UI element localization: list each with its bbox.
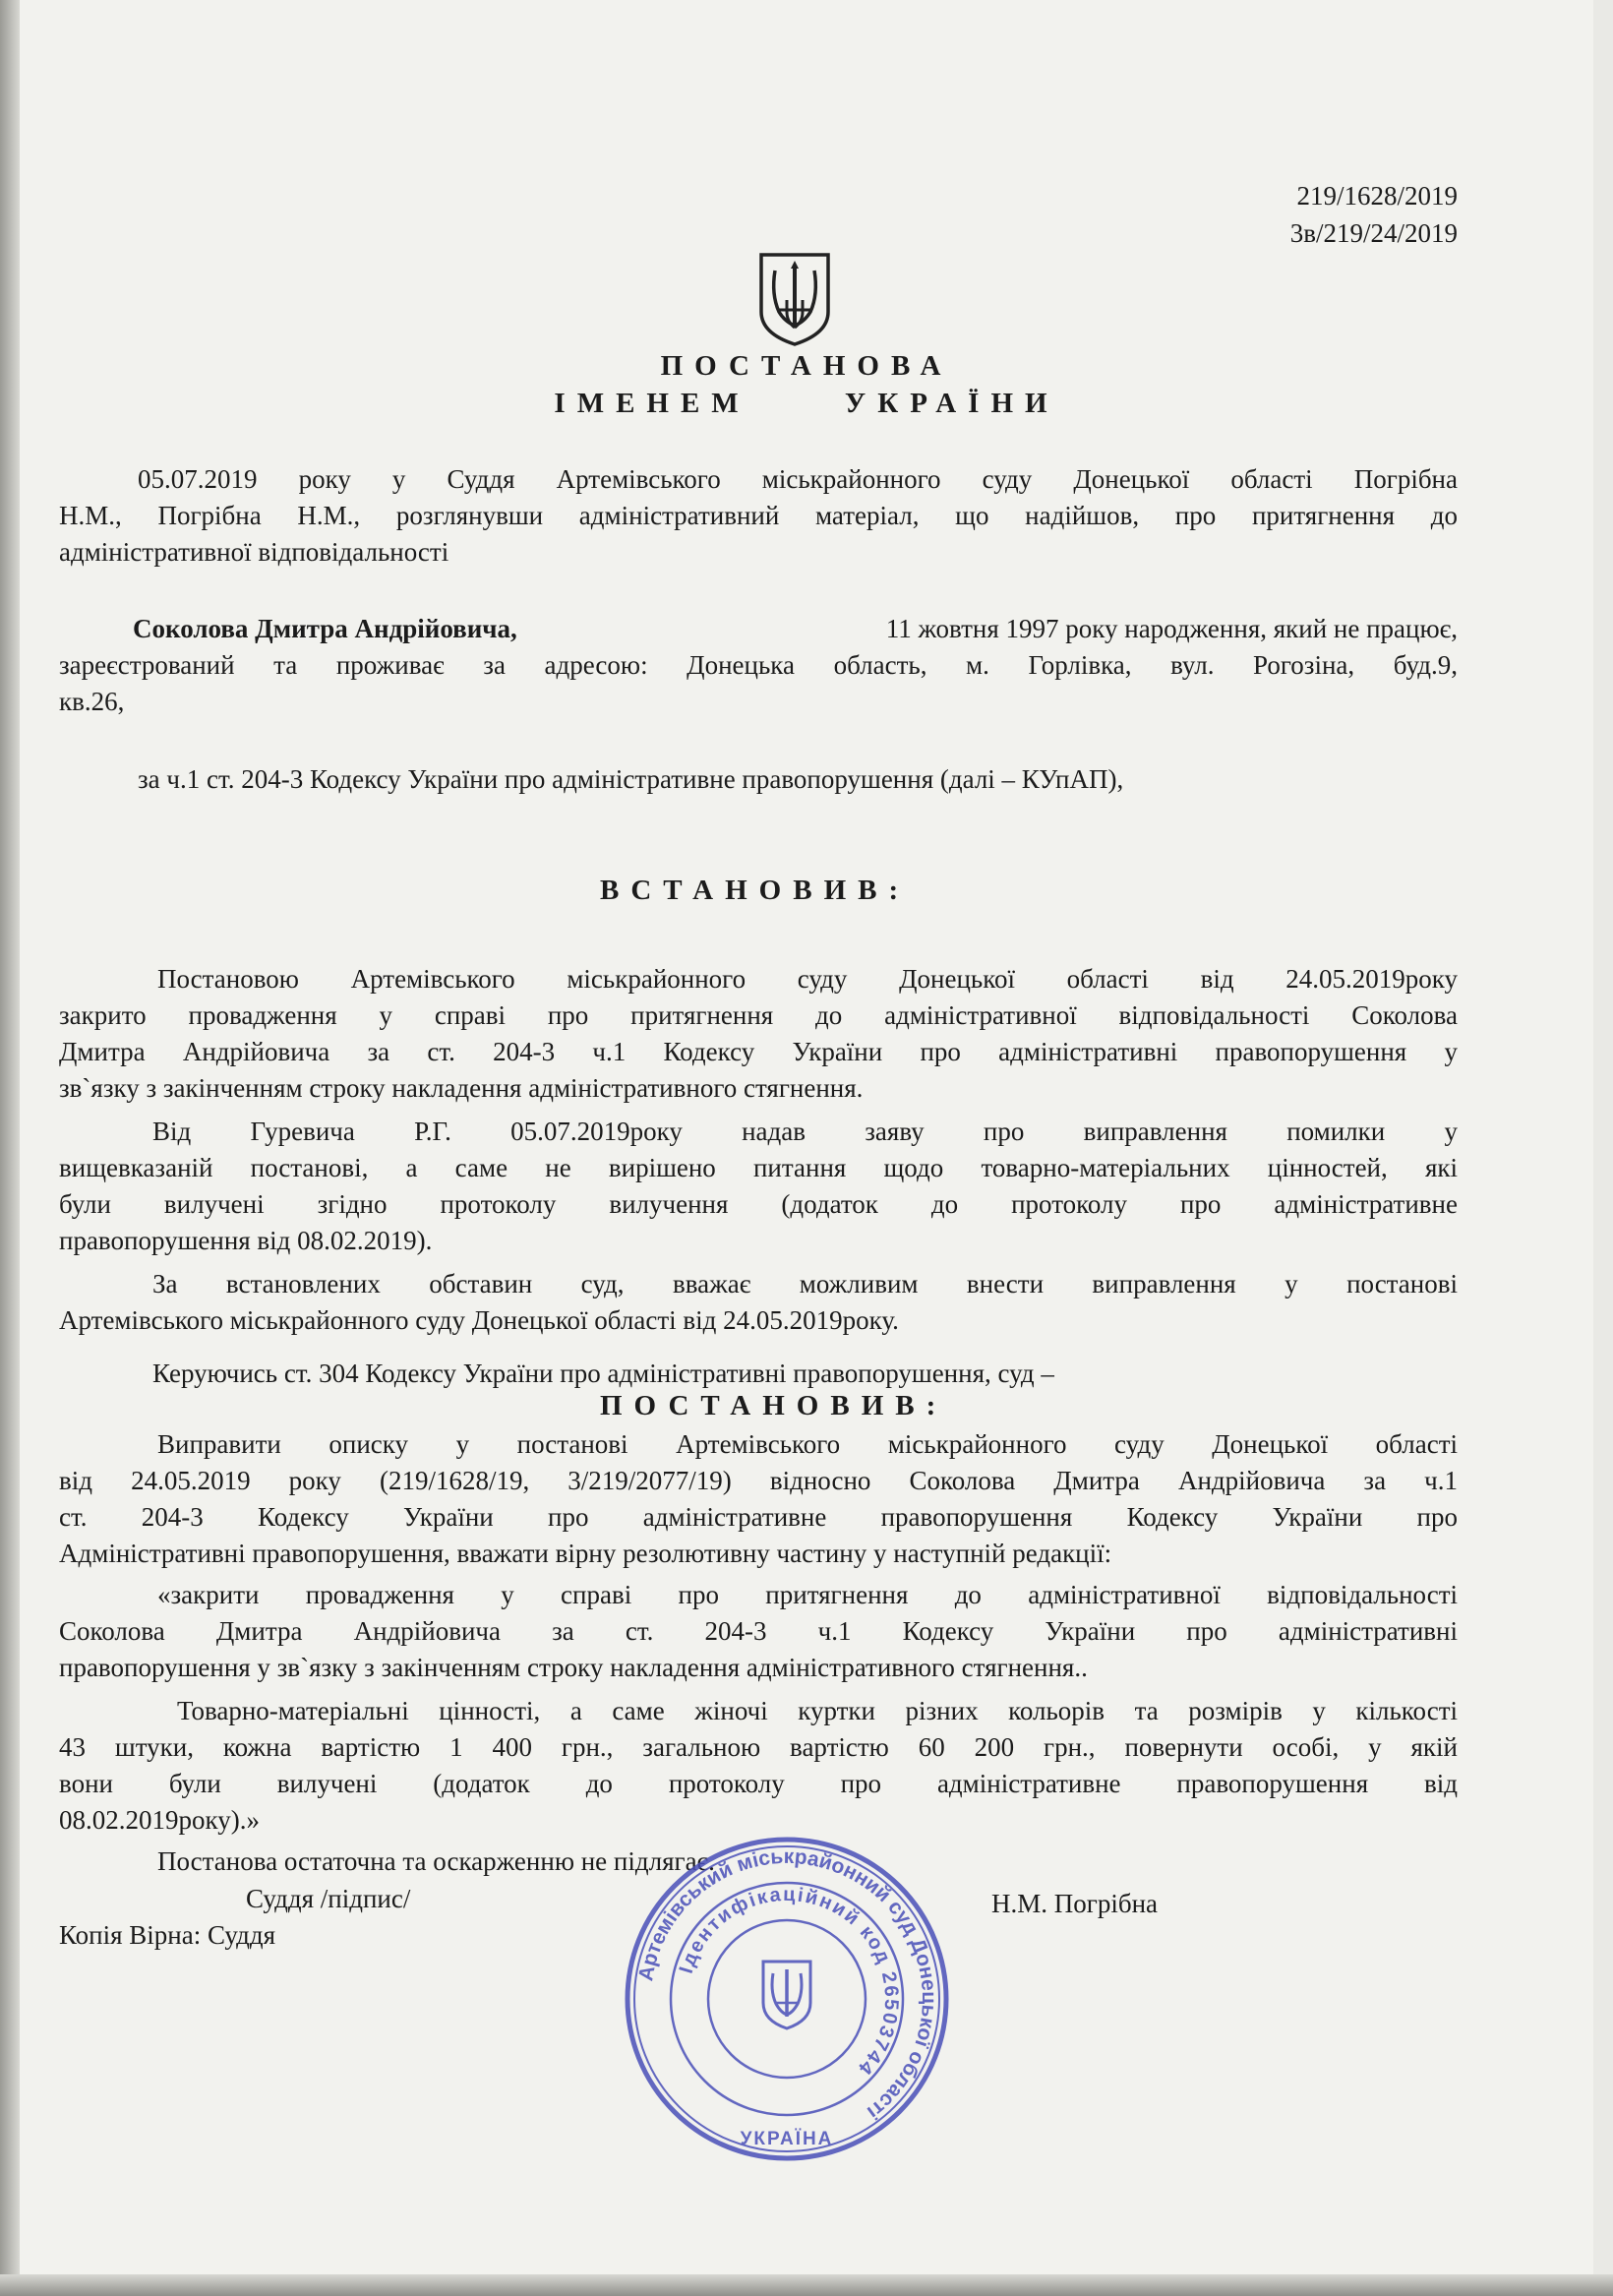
- article-line: за ч.1 ст. 204-3 Кодексу України про адміністративне правопорушення (далі – КУпАП),: [138, 764, 1124, 794]
- section-established: ВСТАНОВИВ:: [600, 875, 911, 906]
- resolved-line: Виправити описку у постанові Артемівського міськрайонного суду Донецької області: [157, 1429, 1458, 1459]
- established-line: Від Гуревича Р.Г. 05.07.2019року надав заяву про виправлення помилки у: [152, 1117, 1458, 1146]
- document-page: [20, 0, 1593, 2274]
- judge-label: Суддя /підпис/: [246, 1884, 411, 1913]
- established-line: правопорушення від 08.02.2019).: [59, 1226, 433, 1255]
- seal-trident-icon: [763, 1962, 810, 2028]
- copy-label: Копія Вірна: Суддя: [59, 1920, 276, 1950]
- resolved-line: «закрити провадження у справі про притягнення до адміністративної відповідальності: [157, 1580, 1458, 1609]
- document-subtitle: ІМЕНЕМ УКРАЇНИ: [554, 388, 1059, 419]
- case-number-1: 219/1628/2019: [1296, 181, 1458, 211]
- seal-inner-text: Ідентифікаційний код 26503744: [675, 1883, 903, 2081]
- resolved-line: 08.02.2019року).»: [59, 1805, 260, 1835]
- resolved-line: ст. 204-3 Кодексу України про адміністративне правопорушення Кодексу України про: [59, 1502, 1458, 1532]
- judge-name: Н.М. Погрібна: [991, 1889, 1159, 1918]
- intro-line-3: адміністративної відповідальності: [59, 537, 449, 567]
- document-title: ПОСТАНОВА: [660, 350, 953, 382]
- established-line: Постановою Артемівського міськрайонного суду Донецької області від 24.05.2019року: [157, 964, 1458, 994]
- trident-emblem-icon: [757, 251, 832, 347]
- seal-outer-text: Артемівський міськрайонний суд Донецької області: [634, 1844, 941, 2124]
- person-line-2: зареєстрований та проживає за адресою: Донецька область, м. Горлівка, вул. Рогозіна, буд.9,: [59, 650, 1458, 680]
- person-name: Соколова Дмитра Андрійовича,: [133, 614, 517, 643]
- guided-line: Керуючись ст. 304 Кодексу України про адміністративні правопорушення, суд –: [152, 1359, 1054, 1388]
- established-line: були вилучені згідно протоколу вилучення (додаток до протоколу про адміністративне: [59, 1189, 1458, 1219]
- person-line-1: [133, 612, 1458, 646]
- scan-edge: [0, 0, 20, 2296]
- established-line: вищевказаній постанові, а саме не вирішено питання щодо товарно-матеріальних цінностей, які: [59, 1153, 1458, 1182]
- resolved-line: від 24.05.2019 року (219/1628/19, 3/219/2077/19) відносно Соколова Дмитра Андрійовича за ч.1: [59, 1466, 1458, 1495]
- resolved-line: Соколова Дмитра Андрійовича за ст. 204-3 ч.1 Кодексу України про адміністративні: [59, 1616, 1458, 1646]
- intro-line-2: Н.М., Погрібна Н.М., розглянувши адміністративний матеріал, що надійшов, про притягнення до: [59, 501, 1458, 530]
- established-line: Артемівського міськрайонного суду Донецької області від 24.05.2019року.: [59, 1305, 899, 1335]
- person-line-3: кв.26,: [59, 687, 125, 716]
- section-resolved: ПОСТАНОВИВ:: [600, 1390, 948, 1421]
- resolved-line: Товарно-матеріальні цінності, а саме жіночі куртки різних кольорів та розмірів у кількості: [177, 1696, 1458, 1725]
- established-line: зв`язку з закінченням строку накладення адміністративного стягнення.: [59, 1073, 864, 1103]
- court-seal: [620, 1832, 954, 2166]
- case-number-2: 3в/219/24/2019: [1289, 218, 1458, 248]
- established-line: закрито провадження у справі про притягнення до адміністративної відповідальності Соколова: [59, 1000, 1458, 1030]
- established-line: За встановлених обставин суд, вважає можливим внести виправлення у постанові: [152, 1269, 1458, 1299]
- final-line: Постанова остаточна та оскарженню не підлягає.: [157, 1846, 715, 1876]
- intro-line-1: 05.07.2019 року у Суддя Артемівського міськрайонного суду Донецької області Погрібна: [138, 464, 1458, 494]
- scan-edge-bottom: [0, 2274, 1613, 2296]
- established-line: Дмитра Андрійовича за ст. 204-3 ч.1 Кодексу України про адміністративні правопорушення у: [59, 1037, 1458, 1066]
- seal-bottom-text: УКРАЇНА: [740, 2129, 834, 2149]
- resolved-line: 43 штуки, кожна вартістю 1 400 грн., загальною вартістю 60 200 грн., повернути особі, у якій: [59, 1732, 1458, 1762]
- resolved-line: Адміністративні правопорушення, вважати вірну резолютивну частину у наступній редакції:: [59, 1539, 1112, 1568]
- resolved-line: правопорушення у зв`язку з закінченням строку накладення адміністративного стягнення..: [59, 1653, 1088, 1682]
- resolved-line: вони були вилучені (додаток до протоколу про адміністративне правопорушення від: [59, 1769, 1458, 1798]
- person-birth: 11 жовтня 1997 року народження, який не працює,: [885, 614, 1458, 643]
